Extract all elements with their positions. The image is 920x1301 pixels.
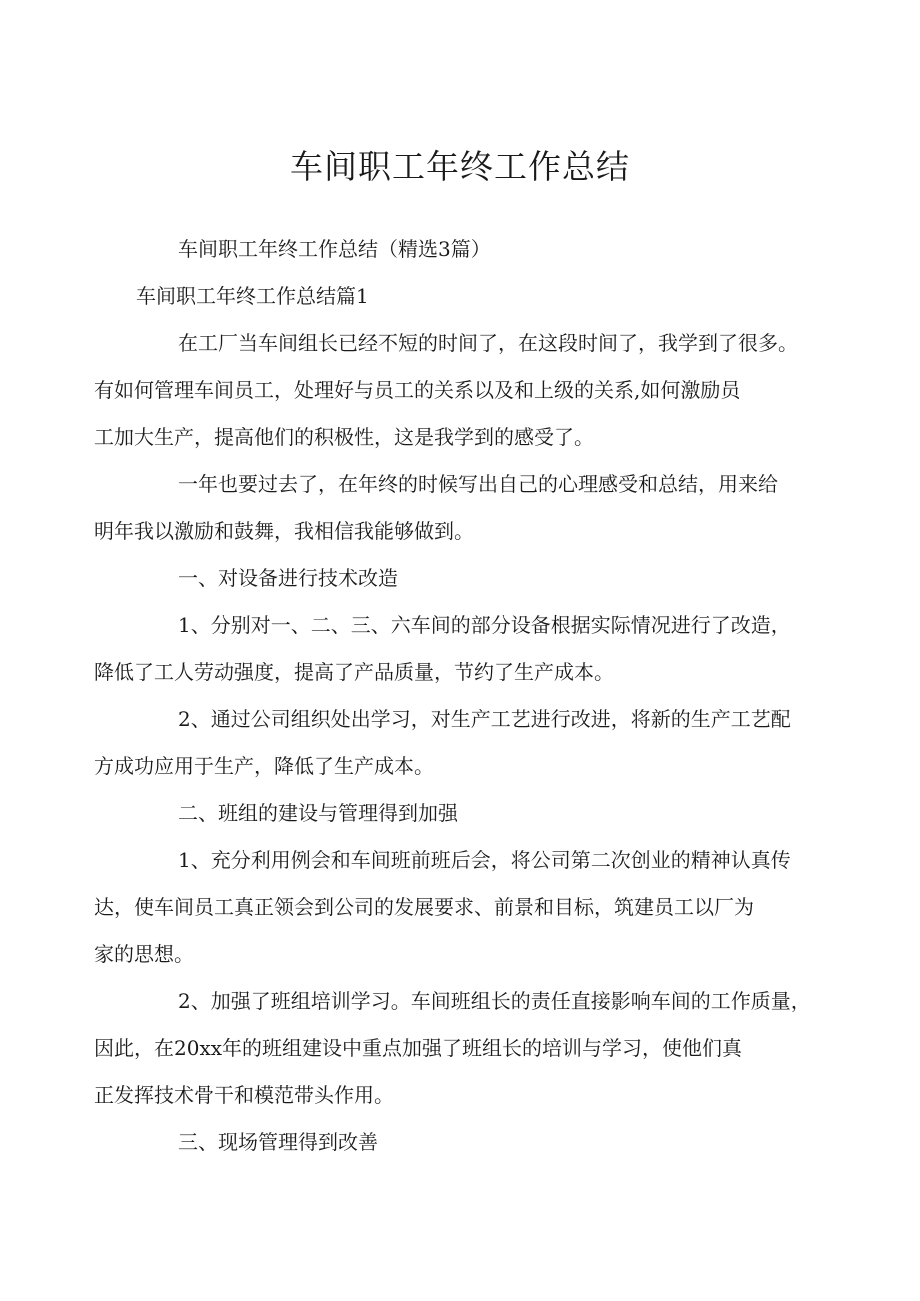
section-title: [136, 1119, 808, 1166]
document-title: 车间职工年终工作总结: [290, 147, 630, 186]
paragraph-line: 因此，在20xx年的班组建设中重点加强了班组长的培训与学习，使他们真: [94, 1036, 743, 1060]
section-title: [136, 790, 808, 837]
paragraph-line: 在工厂当车间组长已经不短的时间了，在这段时间了，我学到了很多。: [178, 331, 798, 355]
paragraph-line: 达，使车间员工真正领会到公司的发展要求、前景和目标，筑建员工以厂为: [94, 895, 754, 919]
paragraph-line: 1、分别对一、二、三、六车间的部分设备根据实际情况进行了改造，: [178, 613, 791, 637]
paragraph-line: 二、班组的建设与管理得到加强: [178, 801, 458, 825]
paragraph-line: 家的思想。: [94, 942, 194, 966]
paragraph-line: 2、通过公司组织处出学习，对生产工艺进行改进，将新的生产工艺配: [178, 707, 791, 731]
paragraph-line: 方成功应用于生产，降低了生产成本。: [94, 754, 434, 778]
paragraph-line: 明年我以激励和鼓舞，我相信我能够做到。: [94, 519, 474, 543]
paragraph-line: 三、现场管理得到改善: [178, 1130, 378, 1154]
paragraph-line: 2、加强了班组培训学习。车间班组长的责任直接影响车间的工作质量，: [178, 989, 811, 1013]
paragraph: [94, 978, 811, 1119]
paragraph-line: 一、对设备进行技术改造: [178, 566, 398, 590]
paragraph-line: 一年也要过去了，在年终的时候写出自己的心理感受和总结，用来给: [178, 472, 778, 496]
subtitle: 车间职工年终工作总结（精选3篇）: [178, 237, 491, 261]
paragraph-line: 有如何管理车间员工，处理好与员工的关系以及和上级的关系,如何激励员: [94, 378, 741, 402]
section-title: [136, 555, 808, 602]
paragraph: [94, 461, 808, 555]
paragraph-line: 1、充分利用例会和车间班前班后会，将公司第二次创业的精神认真传: [178, 848, 791, 872]
section-heading: 车间职工年终工作总结篇1: [136, 284, 369, 308]
paragraph: [94, 696, 808, 790]
paragraph: [94, 320, 808, 461]
paragraph-line: 降低了工人劳动强度，提高了产品质量，节约了生产成本。: [94, 660, 614, 684]
paragraph-line: 工加大生产，提高他们的积极性，这是我学到的感受了。: [94, 425, 594, 449]
paragraph-line: 正发挥技术骨干和模范带头作用。: [94, 1083, 394, 1107]
paragraph: [94, 837, 808, 978]
document-body: [94, 226, 811, 1166]
paragraph: [94, 602, 808, 696]
